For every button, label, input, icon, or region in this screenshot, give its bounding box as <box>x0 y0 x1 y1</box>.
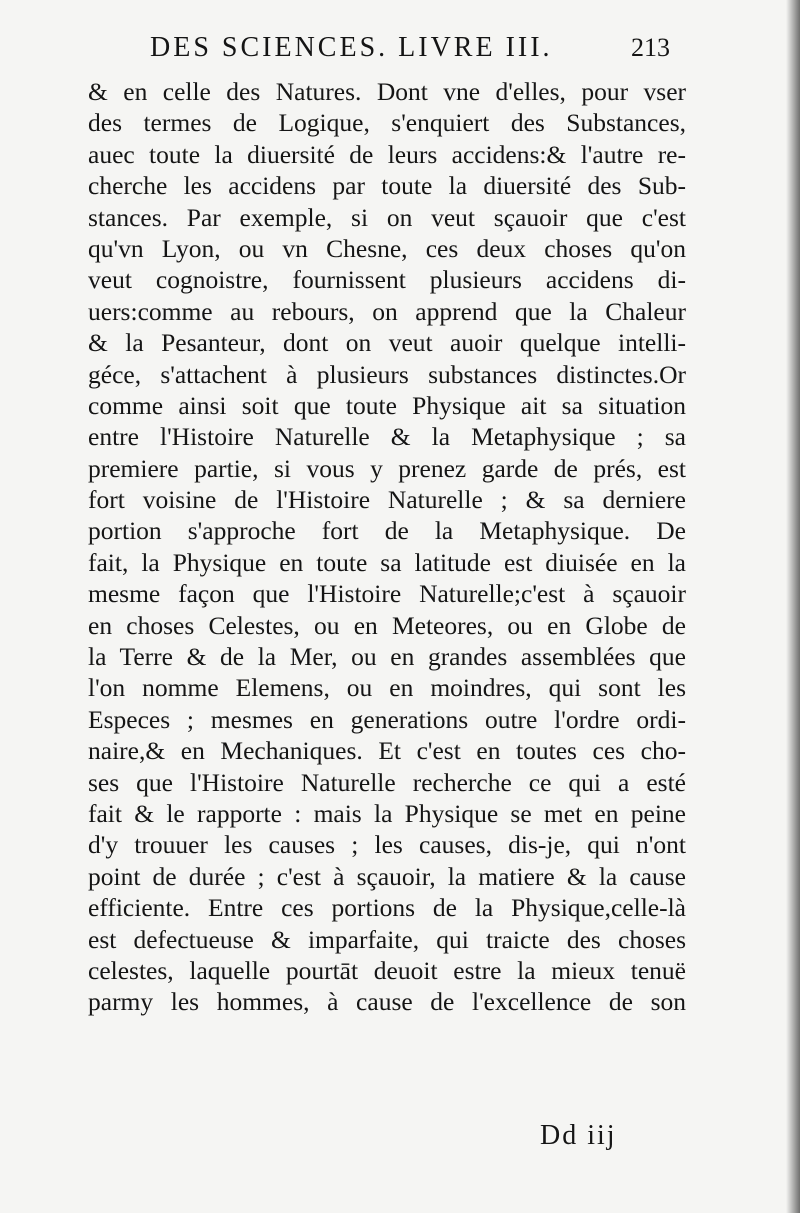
signature-mark: Dd iij <box>540 1120 617 1151</box>
text-line: d'y trouuer les causes ; les causes, dis-je, qui n'ont <box>88 830 686 860</box>
text-line: premiere partie, si vous y prenez garde de prés, est <box>88 453 686 483</box>
text-line: l'on nomme Elemens, ou en moindres, qui sont les <box>88 673 686 703</box>
text-line: efficiente. Entre ces portions de la Physique,celle-là <box>88 893 686 923</box>
text-line: géce, s'attachent à plusieurs substances distinctes.Or <box>88 359 686 389</box>
text-line: point de durée ; c'est à sçauoir, la matiere & la cause <box>88 861 686 891</box>
text-line: ses que l'Histoire Naturelle recherche ce qui a esté <box>88 767 686 797</box>
text-line: qu'vn Lyon, ou vn Chesne, ces deux choses qu'on <box>88 233 686 263</box>
text-line: portion s'approche fort de la Metaphysique. De <box>88 516 686 546</box>
text-line: entre l'Histoire Naturelle & la Metaphysique ; sa <box>88 422 686 452</box>
text-line: comme ainsi soit que toute Physique ait sa situation <box>88 390 686 420</box>
running-head: DES SCIENCES. LIVRE III. <box>150 32 553 63</box>
text-line: uers:comme au rebours, on apprend que la Chaleur <box>88 296 686 326</box>
text-line: fort voisine de l'Histoire Naturelle ; & sa derniere <box>88 485 686 515</box>
text-line: des termes de Logique, s'enquiert des Substances, <box>88 108 686 138</box>
text-line: veut cognoistre, fournissent plusieurs accidens di- <box>88 265 686 295</box>
text-line: parmy les hommes, à cause de l'excellence de son <box>88 987 686 1017</box>
text-line: auec toute la diuersité de leurs accidens:& l'autre re- <box>88 139 686 169</box>
body-text <box>88 76 686 1018</box>
page-header <box>150 24 670 72</box>
text-line: naire,& en Mechaniques. Et c'est en toutes ces cho- <box>88 736 686 766</box>
page-number: 213 <box>631 33 670 62</box>
text-line: est defectueuse & imparfaite, qui traicte des choses <box>88 924 686 954</box>
text-line: Especes ; mesmes en generations outre l'ordre ordi- <box>88 704 686 734</box>
text-line: mesme façon que l'Histoire Naturelle;c'est à sçauoir <box>88 579 686 609</box>
text-line: en choses Celestes, ou en Meteores, ou en Globe de <box>88 610 686 640</box>
text-line: & la Pesanteur, dont on veut auoir quelque intelli- <box>88 328 686 358</box>
text-line: la Terre & de la Mer, ou en grandes assemblées que <box>88 642 686 672</box>
text-line: stances. Par exemple, si on veut sçauoir que c'est <box>88 202 686 232</box>
text-line: cherche les accidens par toute la diuersité des Sub- <box>88 171 686 201</box>
text-line: & en celle des Natures. Dont vne d'elles, pour vser <box>88 77 686 106</box>
text-line: celestes, laquelle pourtāt deuoit estre la mieux tenuë <box>88 955 686 985</box>
text-line: fait, la Physique en toute sa latitude est diuisée en la <box>88 547 686 577</box>
text-line: fait & le rapporte : mais la Physique se met en peine <box>88 798 686 828</box>
